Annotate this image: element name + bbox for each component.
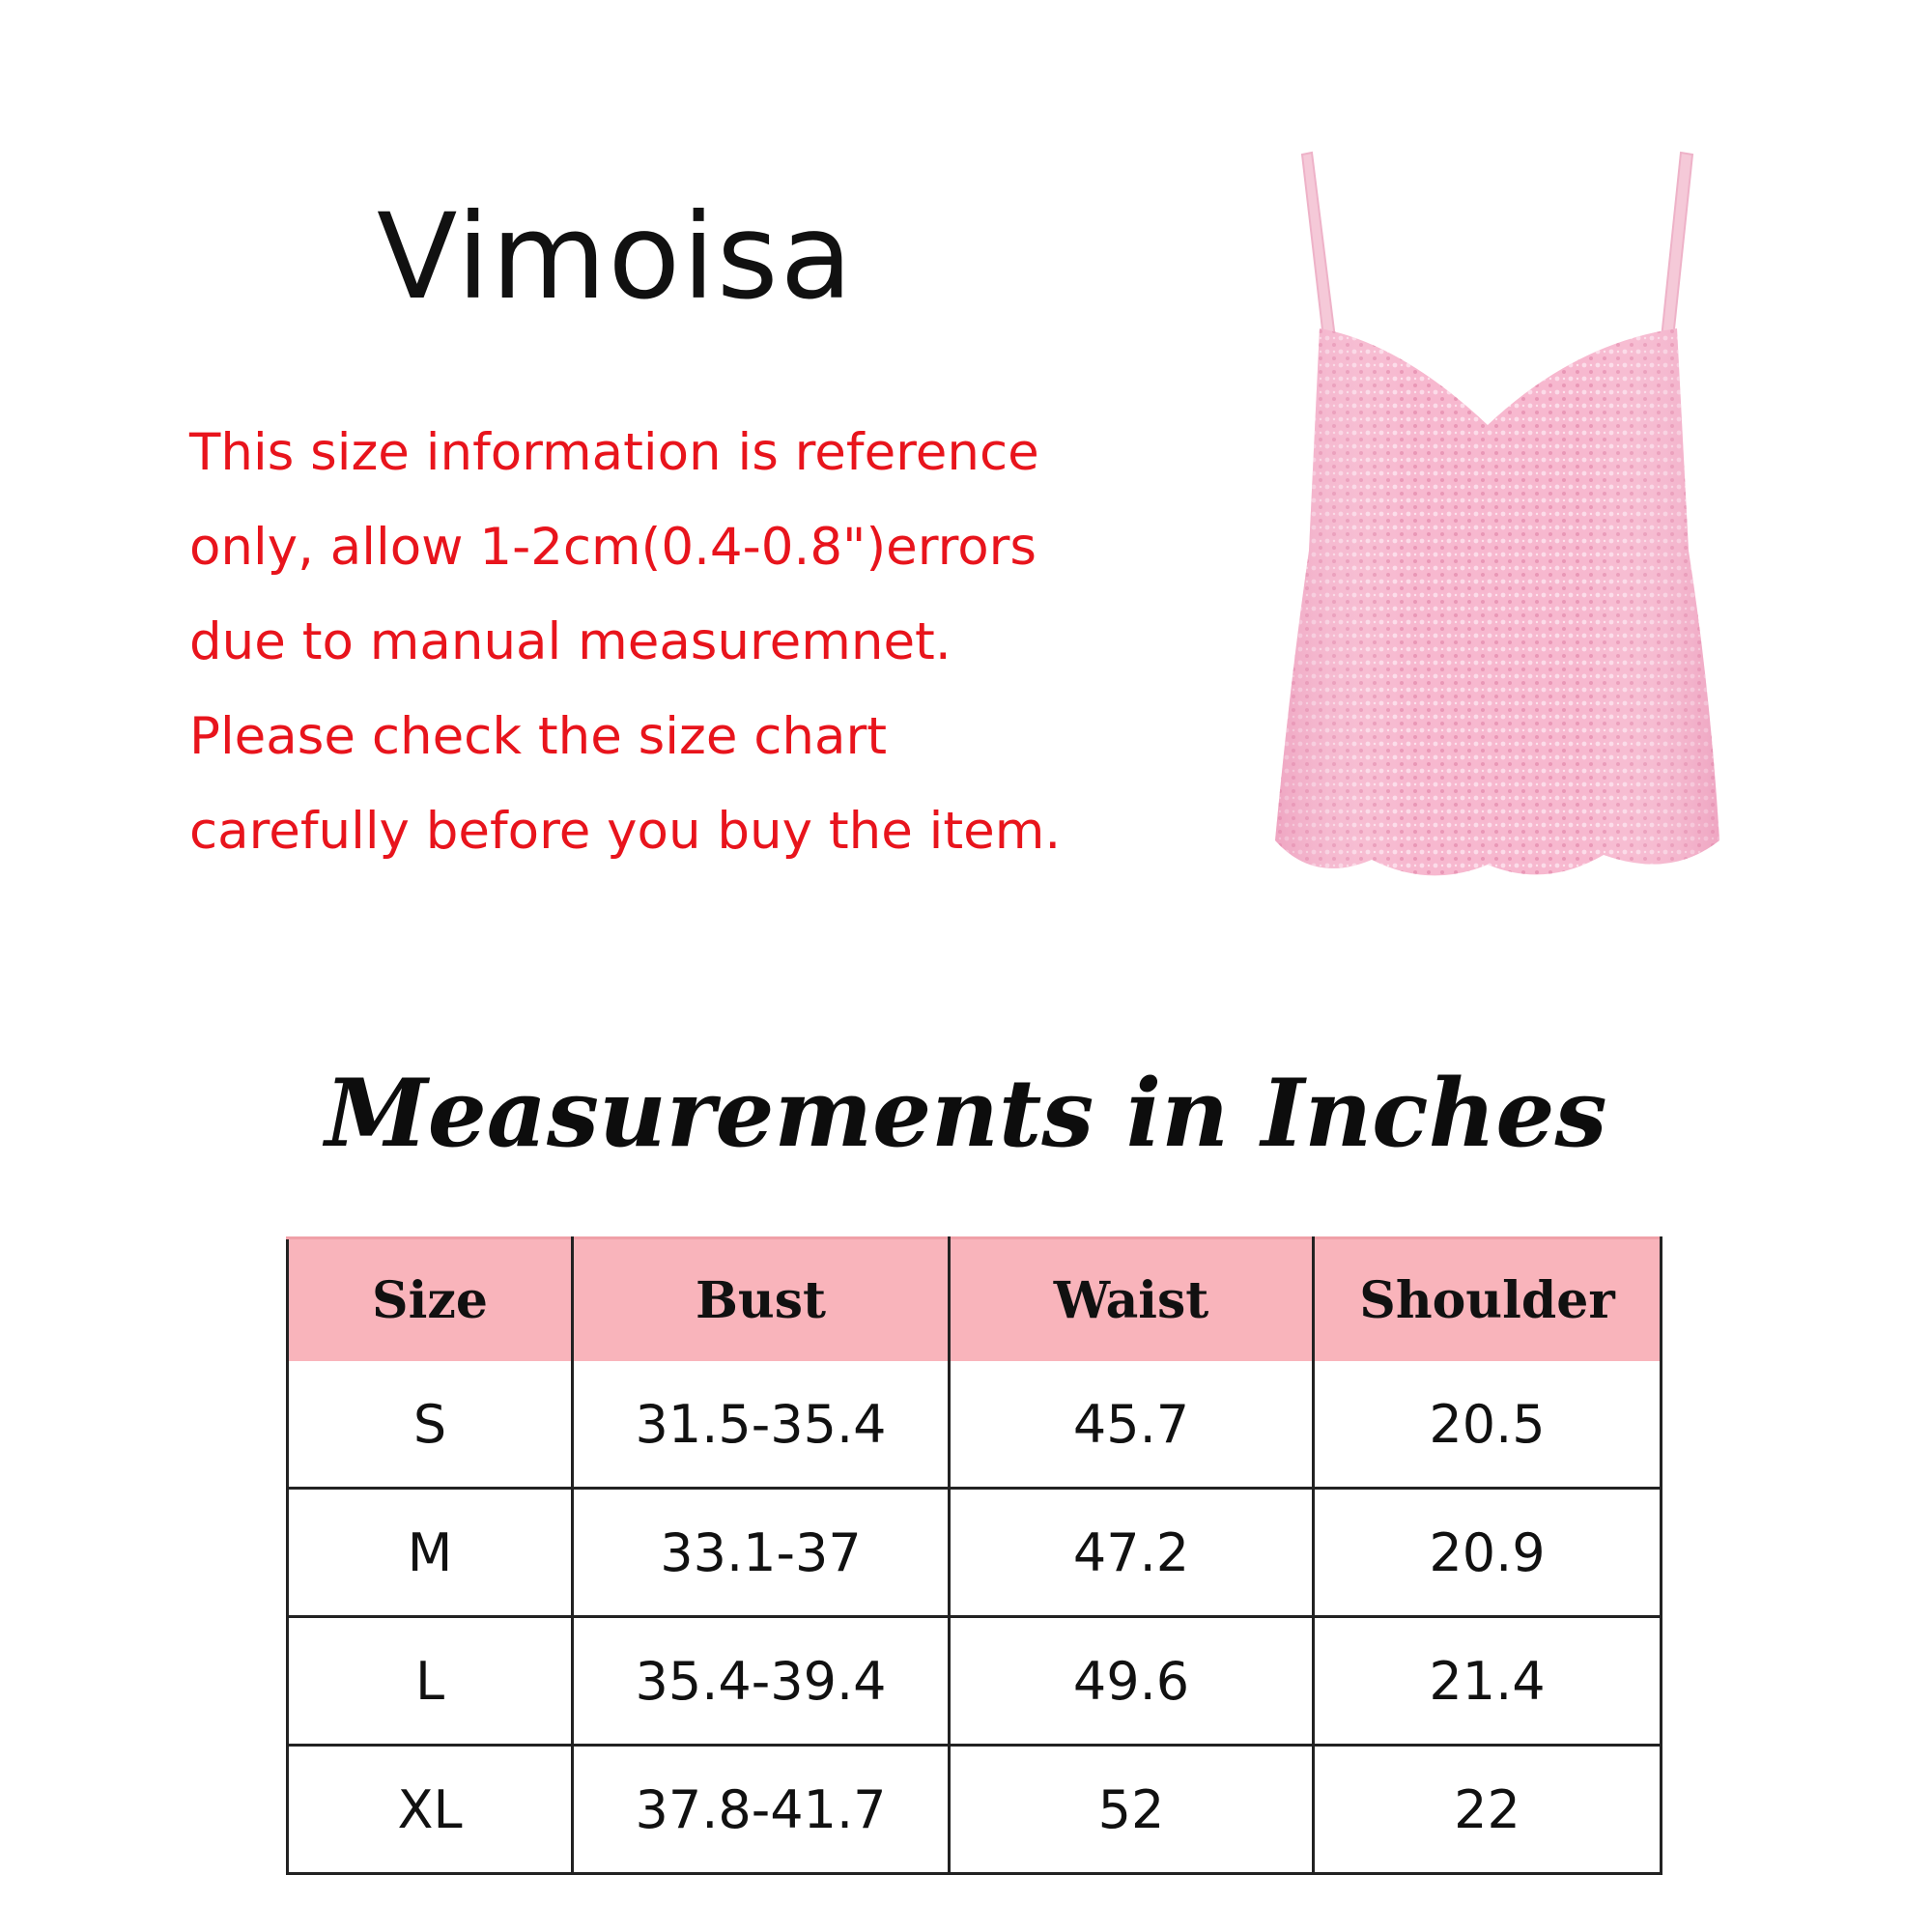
size-cell: XL: [288, 1746, 573, 1874]
column-header-size: Size: [288, 1238, 573, 1362]
bust-cell: 37.8-41.7: [573, 1746, 950, 1874]
table-row: [288, 1361, 1662, 1489]
column-header-waist: Waist: [950, 1238, 1314, 1362]
table-row: [288, 1746, 1662, 1874]
size-disclaimer: [189, 406, 1078, 879]
measurements-title: Measurements in Inches: [325, 1059, 1607, 1168]
left-strap: [1302, 153, 1335, 338]
shoulder-cell: 20.5: [1314, 1361, 1662, 1489]
disclaimer-line: Please check the size chart: [189, 707, 888, 766]
shoulder-cell: 22: [1314, 1746, 1662, 1874]
column-header-bust: Bust: [573, 1238, 950, 1362]
disclaimer-line: carefully before you buy the item.: [189, 802, 1062, 861]
right-strap: [1662, 153, 1692, 338]
bust-cell: 33.1-37: [573, 1489, 950, 1617]
size-cell: M: [288, 1489, 573, 1617]
bust-cell: 31.5-35.4: [573, 1361, 950, 1489]
disclaimer-line: only, allow 1-2cm(0.4-0.8")errors: [189, 518, 1037, 577]
pink-sequin-camisole-image: [1256, 145, 1739, 908]
brand-name: Vimoisa: [377, 188, 855, 326]
size-cell: L: [288, 1617, 573, 1746]
column-header-shoulder: Shoulder: [1314, 1238, 1662, 1362]
table-row: [288, 1617, 1662, 1746]
size-cell: S: [288, 1361, 573, 1489]
bust-cell: 35.4-39.4: [573, 1617, 950, 1746]
waist-cell: 52: [950, 1746, 1314, 1874]
shoulder-cell: 21.4: [1314, 1617, 1662, 1746]
table-row: [288, 1489, 1662, 1617]
disclaimer-line: This size information is reference: [189, 423, 1039, 482]
waist-cell: 45.7: [950, 1361, 1314, 1489]
size-chart-table: [286, 1236, 1662, 1875]
disclaimer-line: due to manual measuremnet.: [189, 612, 952, 671]
table-header-row: [288, 1238, 1662, 1362]
waist-cell: 47.2: [950, 1489, 1314, 1617]
waist-cell: 49.6: [950, 1617, 1314, 1746]
shoulder-cell: 20.9: [1314, 1489, 1662, 1617]
